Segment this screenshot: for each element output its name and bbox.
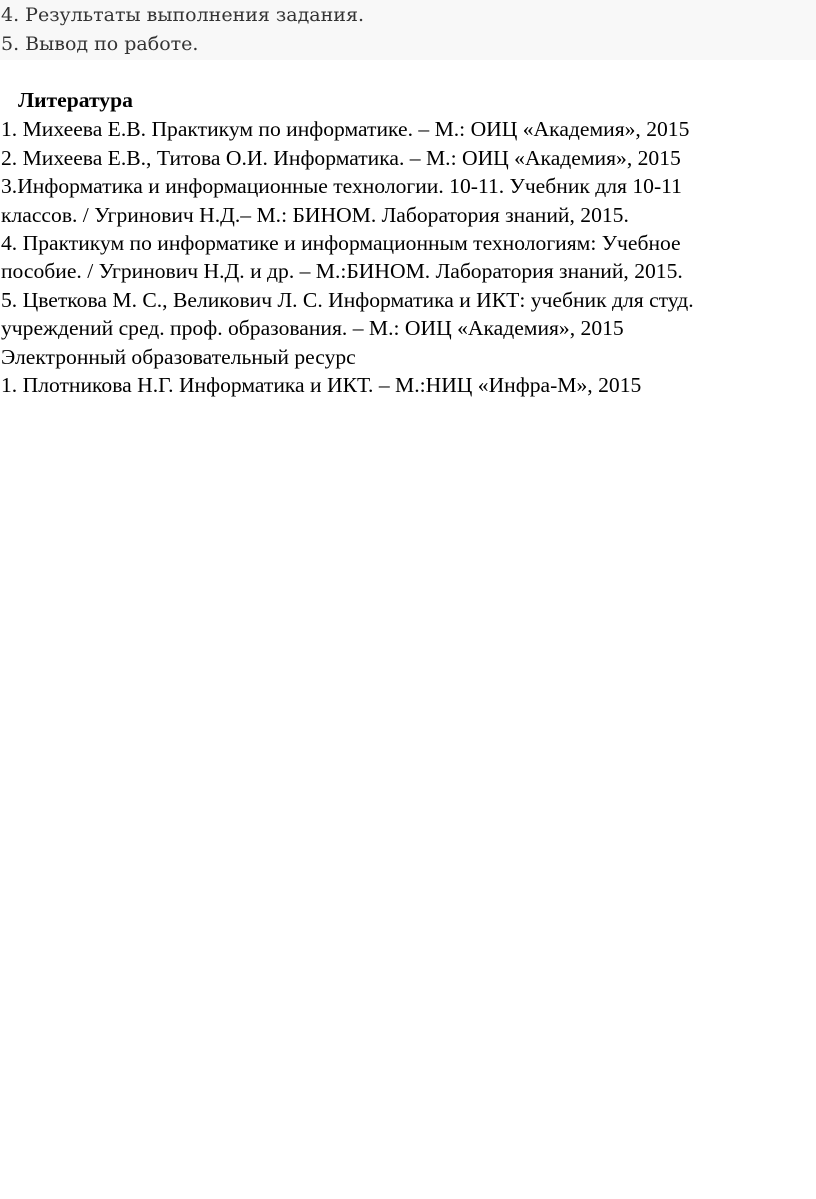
reference-line: 1. Плотникова Н.Г. Информатика и ИКТ. – М.:НИЦ «Инфра-М», 2015 [1, 373, 642, 398]
reference-line: 2. Михеева Е.В., Титова О.И. Информатика. – М.: ОИЦ «Академия», 2015 [1, 145, 681, 170]
literature-heading: Литература [18, 88, 133, 112]
step-results: 4. Результаты выполнения задания. [1, 4, 364, 26]
reference-line: классов. / Угринович Н.Д.– М.: БИНОМ. Лаборатория знаний, 2015. [1, 202, 629, 227]
reference-line: 1. Михеева Е.В. Практикум по информатике. – М.: ОИЦ «Академия», 2015 [1, 117, 690, 142]
reference-line: пособие. / Угринович Н.Д. и др. – М.:БИНОМ. Лаборатория знаний, 2015. [1, 259, 683, 284]
literature-section [0, 86, 816, 399]
step-conclusion: 5. Вывод по работе. [1, 33, 199, 55]
reference-line: 5. Цветкова М. С., Великович Л. С. Информатика и ИКТ: учебник для студ. [1, 287, 694, 312]
reference-line: учреждений сред. проф. образования. – М.: ОИЦ «Академия», 2015 [1, 316, 624, 341]
reference-line: 3.Информатика и информационные технологии. 10-11. Учебник для 10-11 [1, 174, 682, 199]
reference-line: 4. Практикум по информатике и информационным технологиям: Учебное [1, 231, 681, 256]
electronic-resource-heading: Электронный образовательный ресурс [1, 344, 356, 369]
task-steps-block [0, 0, 816, 60]
